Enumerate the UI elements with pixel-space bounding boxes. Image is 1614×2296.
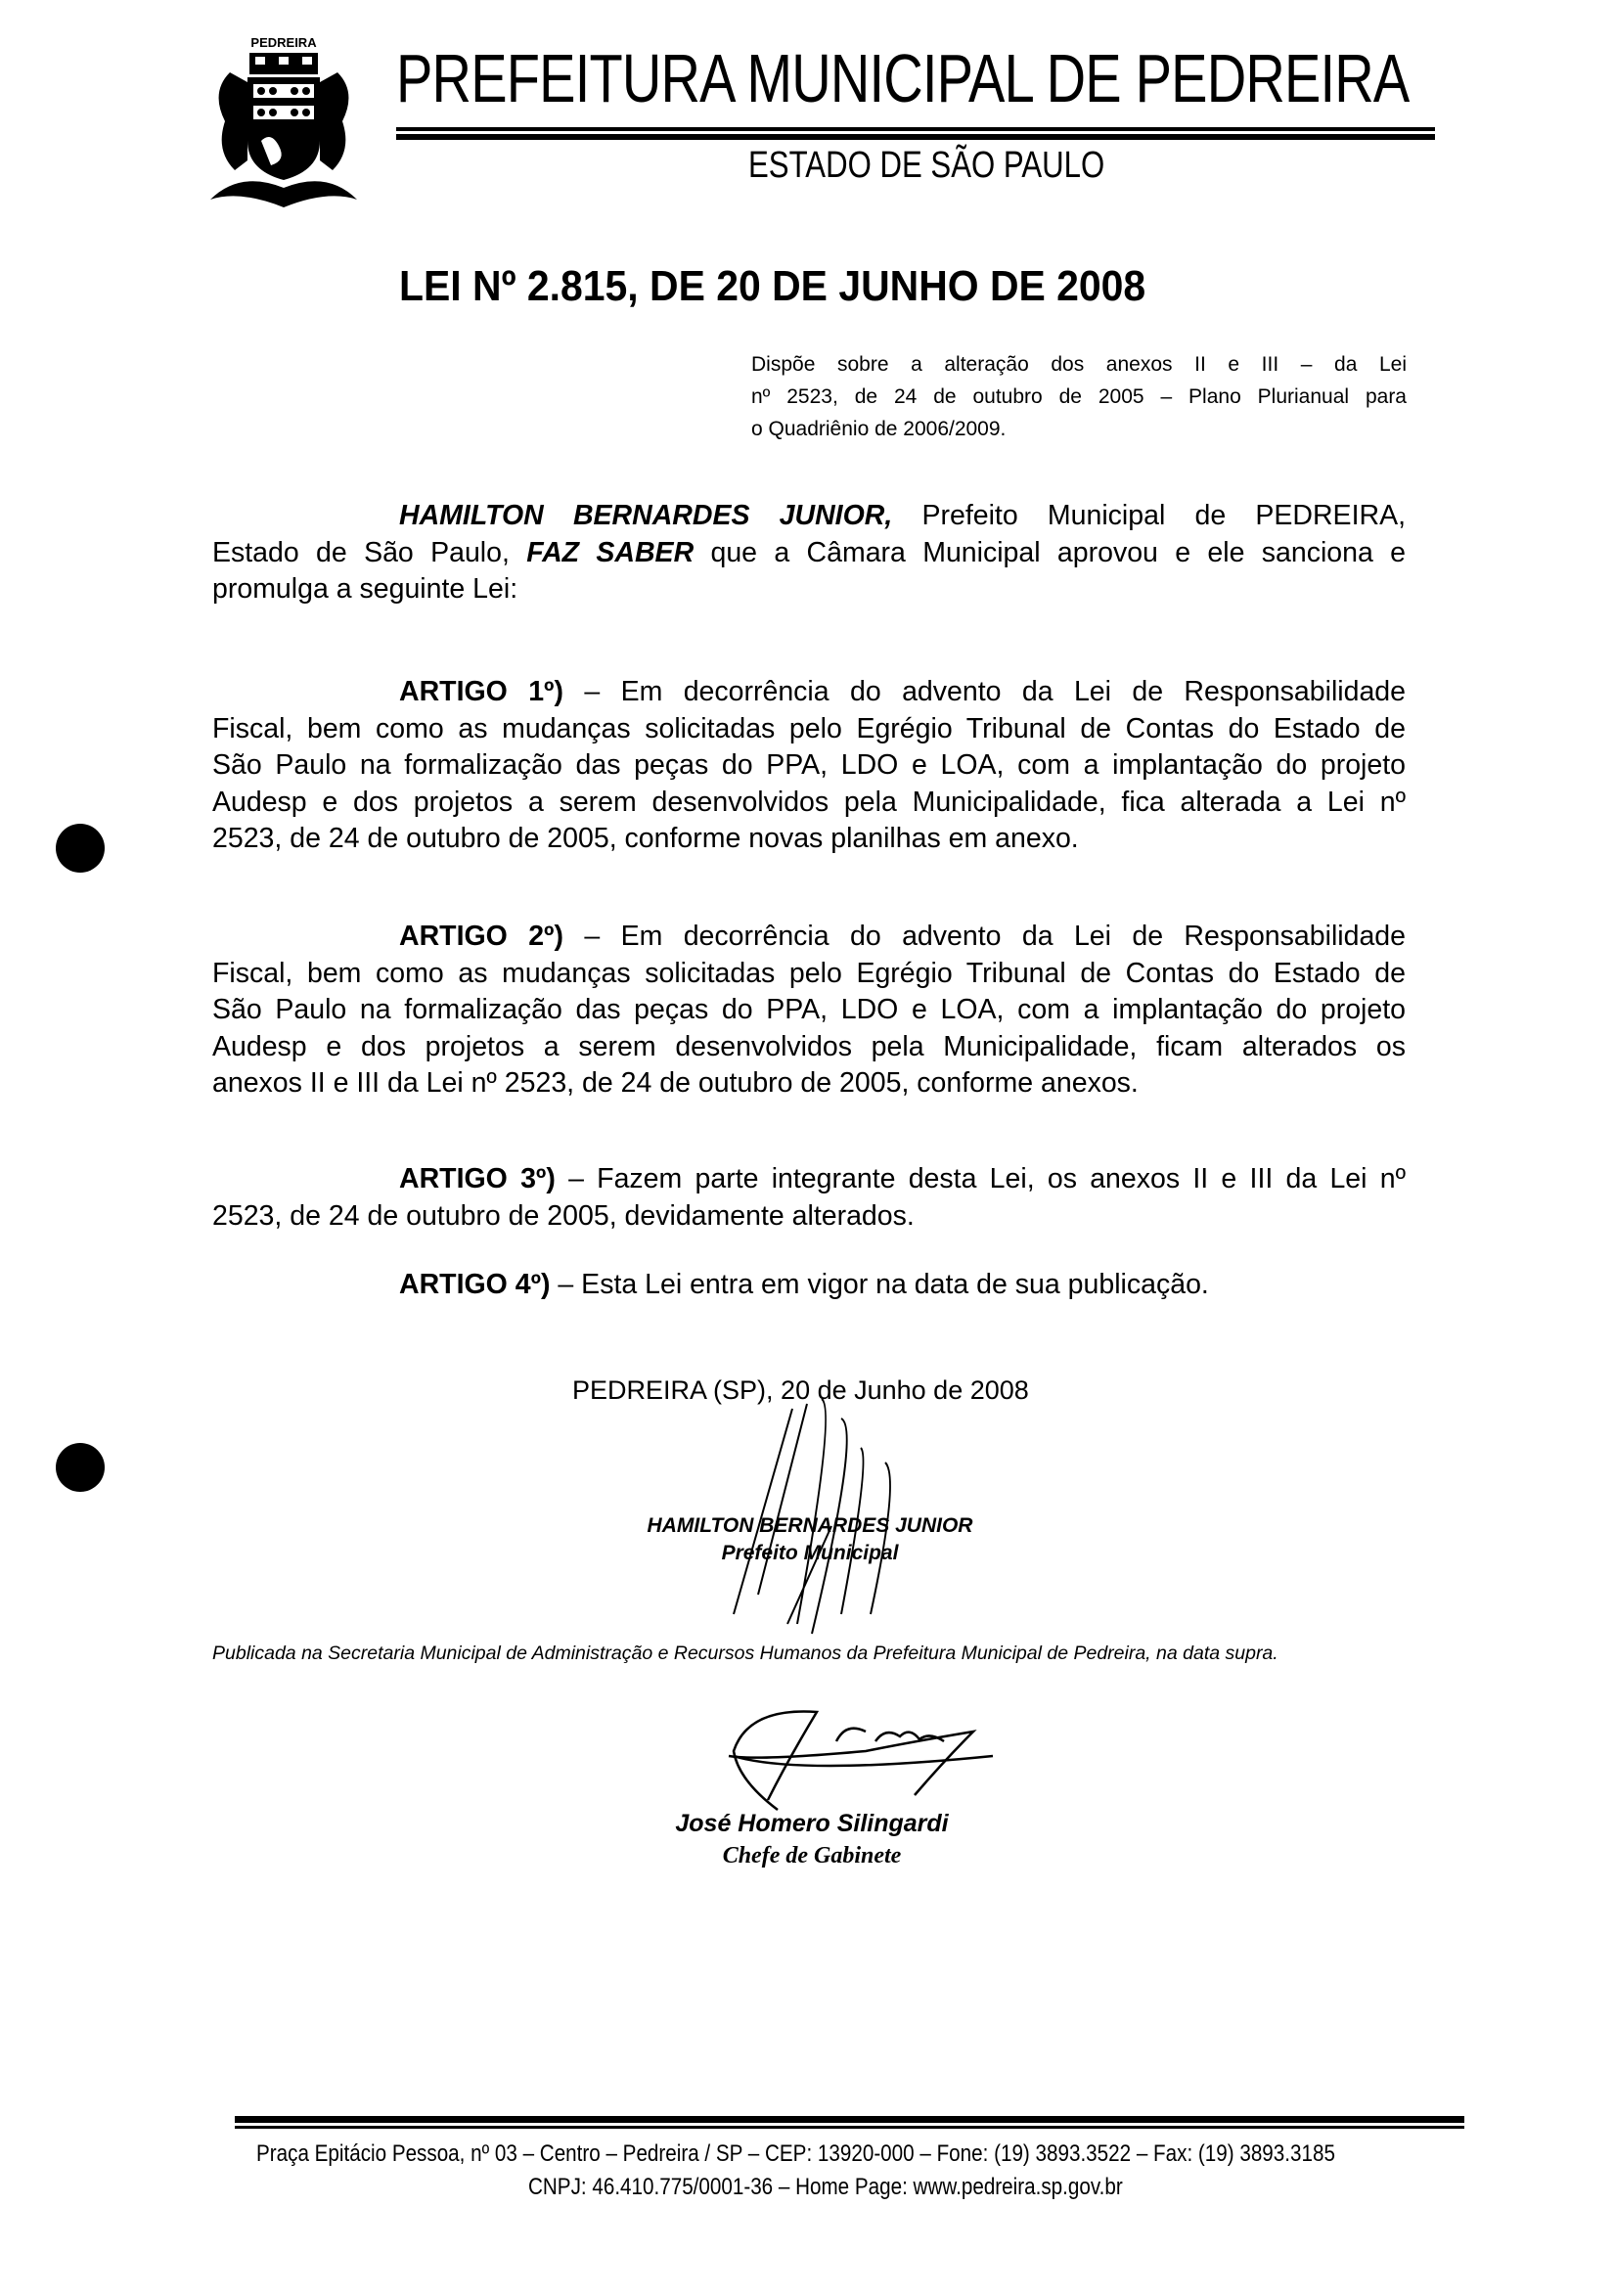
text-line — [212, 535, 1406, 572]
footer-rule-thick — [235, 2116, 1464, 2123]
body-text: Estado de São Paulo, — [212, 536, 527, 568]
text-line — [212, 1267, 1406, 1304]
article-paragraph — [212, 919, 1406, 1103]
body-text: – Esta Lei entra em vigor na data de sua publicação. — [550, 1269, 1209, 1300]
emphasis-text: ARTIGO 1º) — [399, 676, 563, 707]
body-text: 2523, de 24 de outubro de 2005, conforme novas planilhas em anexo. — [212, 823, 1079, 854]
body-text: promulga a seguinte Lei: — [212, 573, 518, 605]
text-line — [212, 919, 1406, 956]
emphasis-text: ARTIGO 4º) — [399, 1269, 551, 1300]
body-text: – Fazem parte integrante desta Lei, os anexos II e III da Lei nº — [555, 1163, 1406, 1194]
text-line — [212, 711, 1406, 748]
text-line — [212, 747, 1406, 785]
emphasis-text: ARTIGO 3º) — [399, 1163, 556, 1194]
text-line — [212, 674, 1406, 711]
mayor-role: Prefeito Municipal — [721, 1542, 899, 1564]
chief-of-staff-role: Chefe de Gabinete — [722, 1843, 902, 1868]
body-text: São Paulo na formalização das peças do PPA, LDO e LOA, com a implantação do projeto — [212, 994, 1406, 1025]
article-paragraph — [212, 674, 1406, 858]
text-line — [212, 571, 1406, 608]
chief-of-staff-name: José Homero Silingardi — [675, 1810, 949, 1837]
header-rule-thick — [396, 134, 1435, 140]
header-rule-thin — [396, 127, 1435, 131]
text-line — [212, 1065, 1406, 1103]
body-text: – Em decorrência do advento da Lei de Responsabilidade — [562, 921, 1407, 952]
body-text: Audesp e dos projetos a serem desenvolvidos pela Municipalidade, fica alterada a Lei nº — [212, 786, 1406, 818]
ementa — [751, 348, 1407, 445]
body-text: Audesp e dos projetos a serem desenvolvidos pela Municipalidade, ficam alterados os — [212, 1030, 1406, 1062]
publication-note: Publicada na Secretaria Municipal de Administração e Recursos Humanos da Prefeitura Municipal de Pedreira, na data supra. — [212, 1643, 1278, 1664]
body-text: Fiscal, bem como as mudanças solicitadas pelo Egrégio Tribunal de Contas do Estado de — [212, 957, 1406, 989]
punch-hole — [56, 824, 105, 873]
preamble-paragraph — [212, 498, 1406, 608]
place-date: PEDREIRA (SP), 20 de Junho de 2008 — [572, 1375, 1029, 1405]
text-line — [212, 1029, 1406, 1066]
text-line — [212, 821, 1406, 858]
state-subtitle: ESTADO DE SÃO PAULO — [748, 145, 1105, 186]
body-text: 2523, de 24 de outubro de 2005, devidamente alterados. — [212, 1199, 915, 1232]
text-line — [212, 992, 1406, 1029]
footer-rule-thin — [235, 2126, 1464, 2129]
body-text: Prefeito Municipal de PEDREIRA, — [892, 500, 1406, 531]
text-line — [212, 498, 1406, 535]
text-line — [212, 785, 1406, 822]
body-text: – Em decorrência do advento da Lei de Responsabilidade — [562, 676, 1407, 707]
punch-hole — [56, 1443, 105, 1492]
article-paragraph — [212, 1161, 1406, 1235]
logo-lettering: PEDREIRA — [250, 35, 317, 50]
ementa-line: o Quadriênio de 2006/2009. — [751, 418, 1007, 440]
body-text: anexos II e III da Lei nº 2523, de 24 de outubro de 2005, conforme anexos. — [212, 1067, 1139, 1099]
chief-of-staff-signature — [719, 1702, 1081, 1820]
institution-title: PREFEITURA MUNICIPAL DE PEDREIRA — [396, 40, 1410, 116]
footer-address: Praça Epitácio Pessoa, nº 03 – Centro – Pedreira / SP – CEP: 13920-000 – Fone: (19) 3893.3522 – Fax: (19) 3893.3185 — [256, 2140, 1335, 2167]
ementa-line: Dispõe sobre a alteração dos anexos II e III – da Lei — [751, 353, 1407, 376]
coat-of-arms-logo — [201, 33, 367, 209]
text-line — [212, 956, 1406, 993]
body-text: São Paulo na formalização das peças do PPA, LDO e LOA, com a implantação do projeto — [212, 749, 1406, 781]
body-text: que a Câmara Municipal aprovou e ele sanciona e — [694, 536, 1406, 568]
ementa-line: nº 2523, de 24 de outubro de 2005 – Plano Plurianual para — [751, 385, 1407, 408]
emphasis-text: HAMILTON BERNARDES JUNIOR, — [399, 500, 893, 531]
text-line — [212, 1161, 1406, 1198]
mayor-name: HAMILTON BERNARDES JUNIOR — [647, 1514, 973, 1537]
law-title: LEI Nº 2.815, DE 20 DE JUNHO DE 2008 — [399, 262, 1146, 310]
article-paragraph — [212, 1267, 1406, 1304]
body-text: Fiscal, bem como as mudanças solicitadas pelo Egrégio Tribunal de Contas do Estado de — [212, 712, 1406, 744]
emphasis-text: ARTIGO 2º) — [399, 921, 563, 952]
emphasis-text: FAZ SABER — [526, 536, 695, 568]
footer-cnpj: CNPJ: 46.410.775/0001-36 – Home Page: www.pedreira.sp.gov.br — [528, 2174, 1123, 2200]
text-line — [212, 1198, 1406, 1236]
